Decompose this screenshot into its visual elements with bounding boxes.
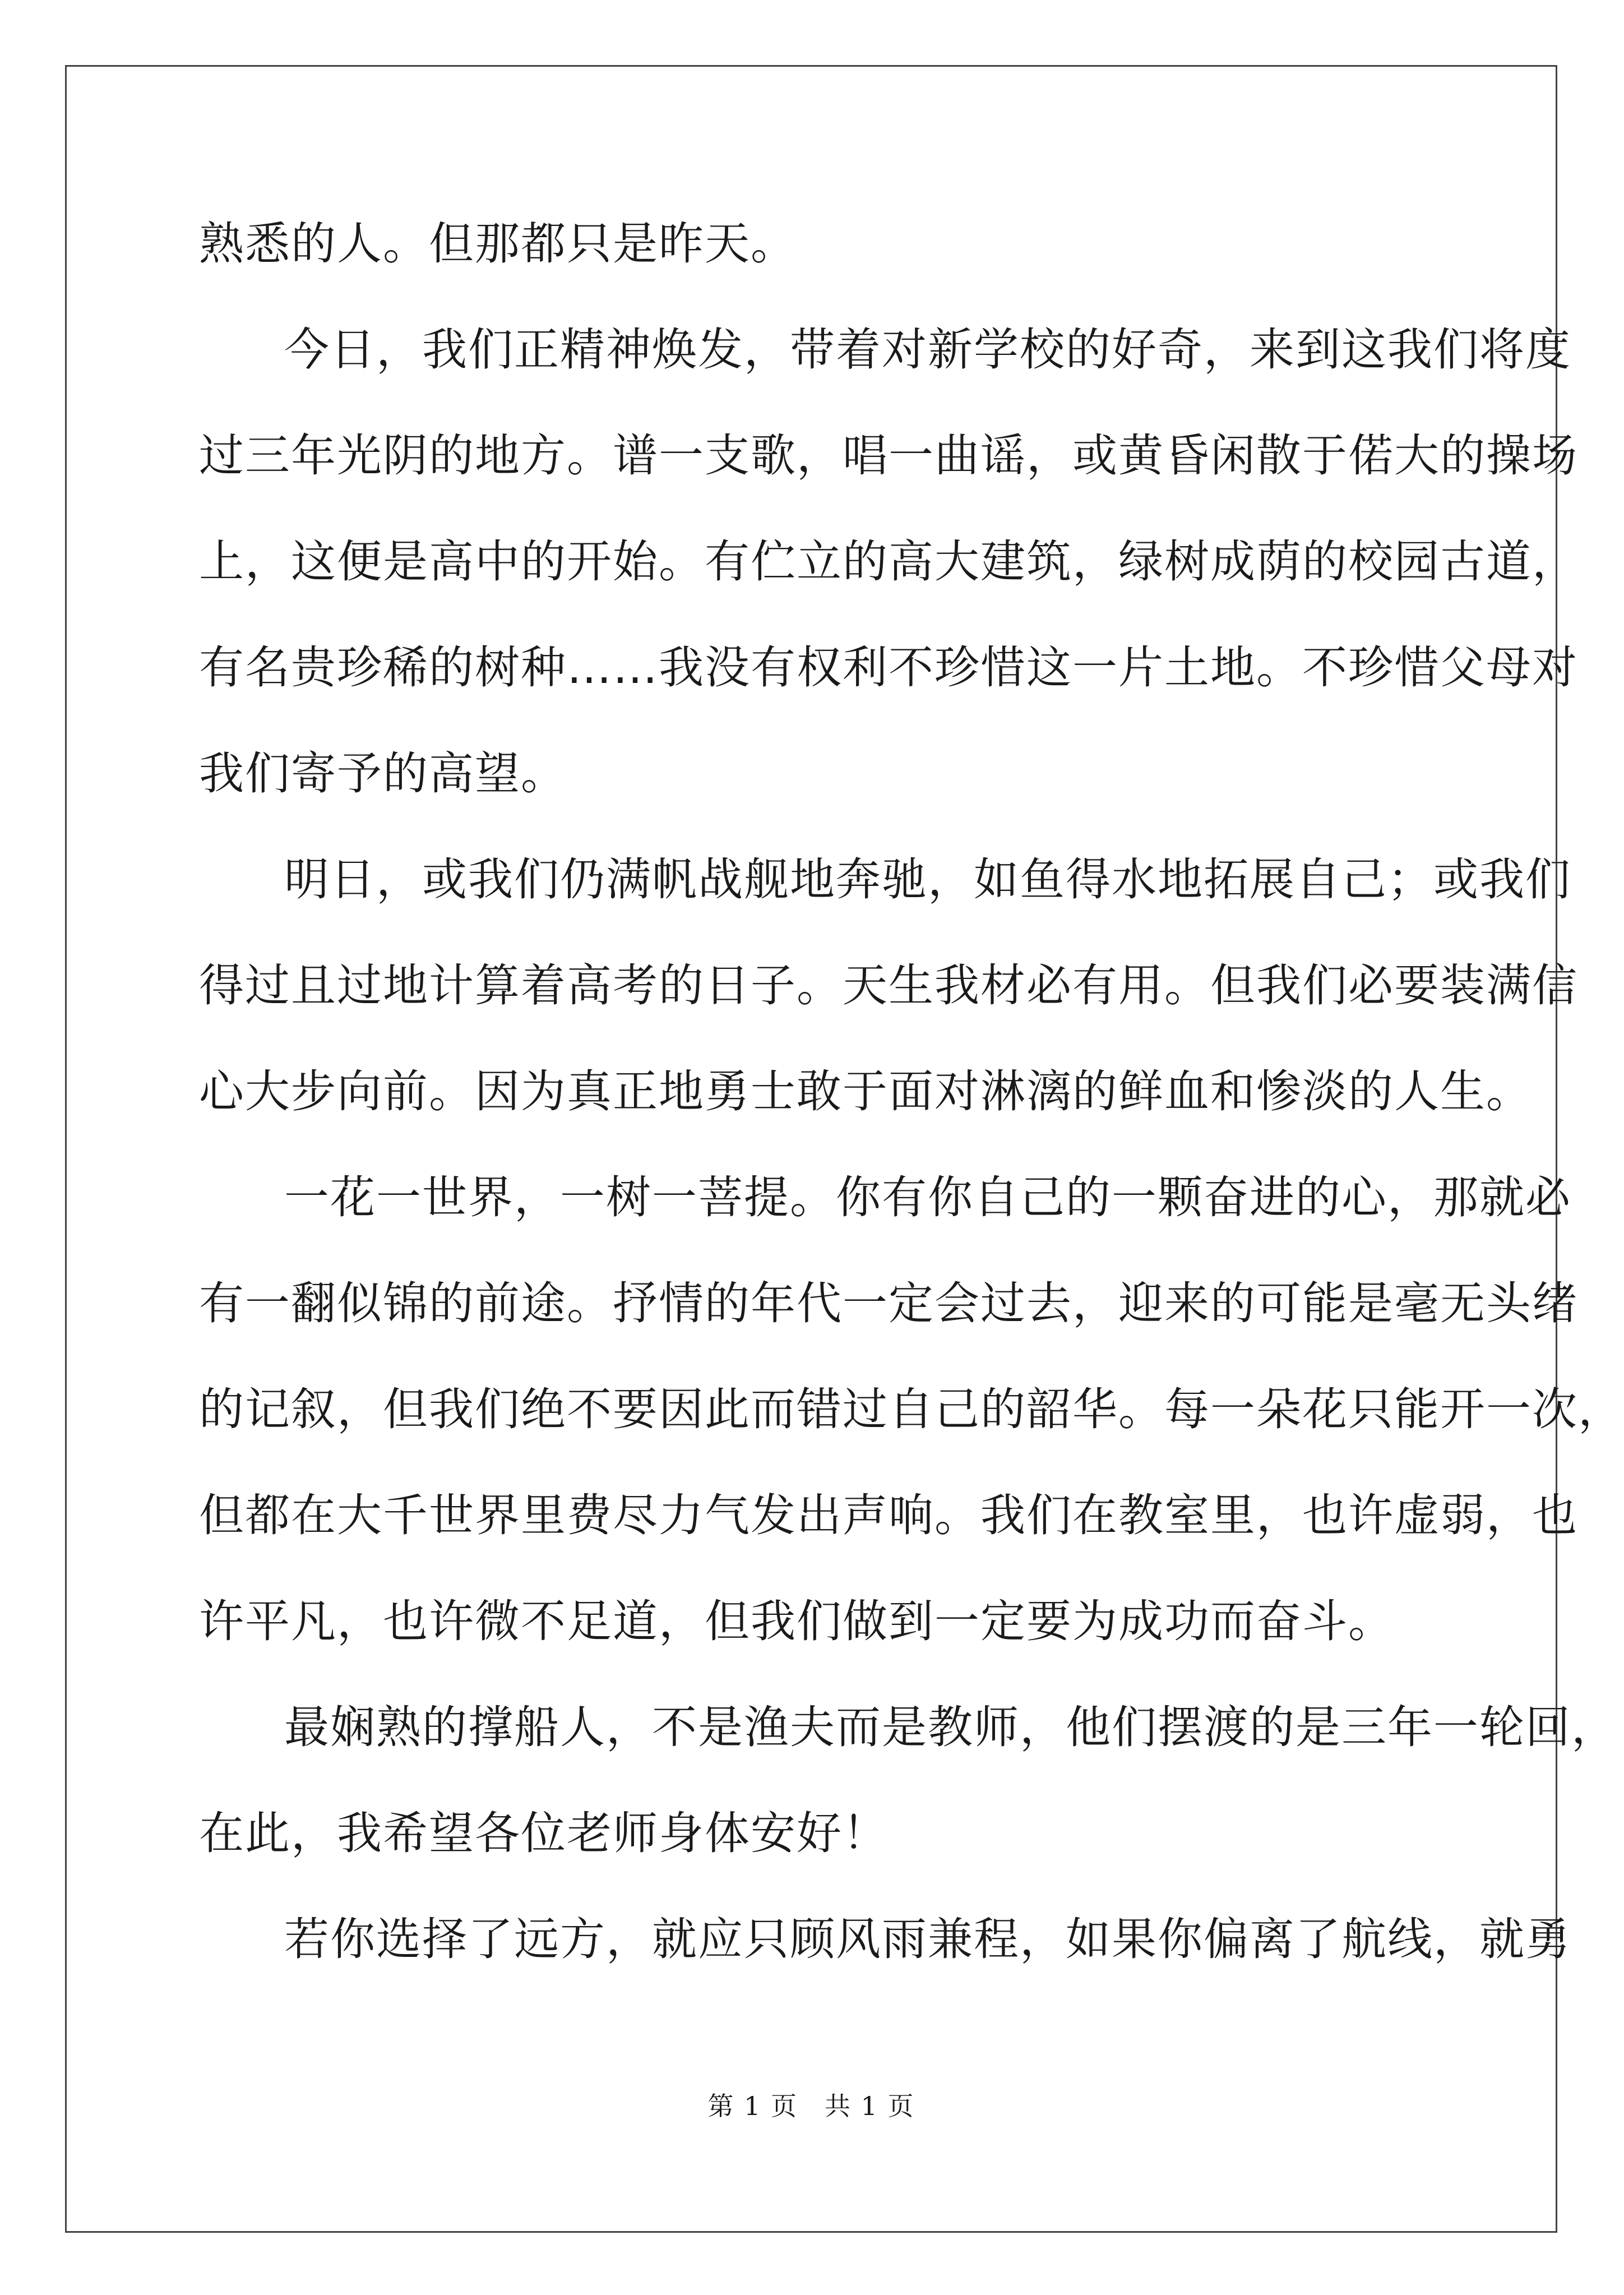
text-line: 若你选择了远方，就应只顾风雨兼程，如果你偏离了航线，就勇 [284, 1913, 1571, 1965]
text-line: 过三年光阴的地方。谱一支歌，唱一曲谣，或黄昏闲散于偌大的操场 [199, 430, 1578, 482]
text-line: 有名贵珍稀的树种……我没有权利不珍惜这一片土地。不珍惜父母对 [199, 641, 1578, 694]
text-line: 我们寄予的高望。 [199, 747, 567, 800]
text-line: 有一翻似锦的前途。抒情的年代一定会过去，迎来的可能是毫无头绪 [199, 1277, 1578, 1329]
text-line: 熟悉的人。但那都只是昨天。 [199, 218, 797, 270]
text-line: 但都在大千世界里费尽力气发出声响。我们在教室里，也许虚弱，也 [199, 1489, 1578, 1541]
text-line: 的记叙，但我们绝不要因此而错过自己的韶华。每一朵花只能开一次， [199, 1383, 1624, 1435]
document-body [199, 213, 1624, 2015]
text-line: 心大步向前。因为真正地勇士敢于面对淋漓的鲜血和惨淡的人生。 [199, 1065, 1532, 1118]
text-line: 上，这便是高中的开始。有伫立的高大建筑，绿树成荫的校园古道， [199, 535, 1578, 588]
text-line: 一花一世界，一树一菩提。你有你自己的一颗奋进的心，那就必 [284, 1171, 1571, 1223]
text-line: 在此，我希望各位老师身体安好！ [199, 1807, 889, 1859]
text-line: 最娴熟的撑船人，不是渔夫而是教师，他们摆渡的是三年一轮回， [284, 1701, 1617, 1753]
text-line: 明日，或我们仍满帆战舰地奔驰，如鱼得水地拓展自己；或我们 [284, 853, 1571, 906]
text-line: 今日，我们正精神焕发，带着对新学校的好奇，来到这我们将度 [284, 324, 1571, 376]
text-line: 得过且过地计算着高考的日子。天生我材必有用。但我们必要装满信 [199, 959, 1578, 1012]
text-line: 许平凡，也许微不足道，但我们做到一定要为成功而奋斗。 [199, 1595, 1394, 1647]
page-number-footer: 第 1 页 共 1 页 [707, 2091, 915, 2121]
